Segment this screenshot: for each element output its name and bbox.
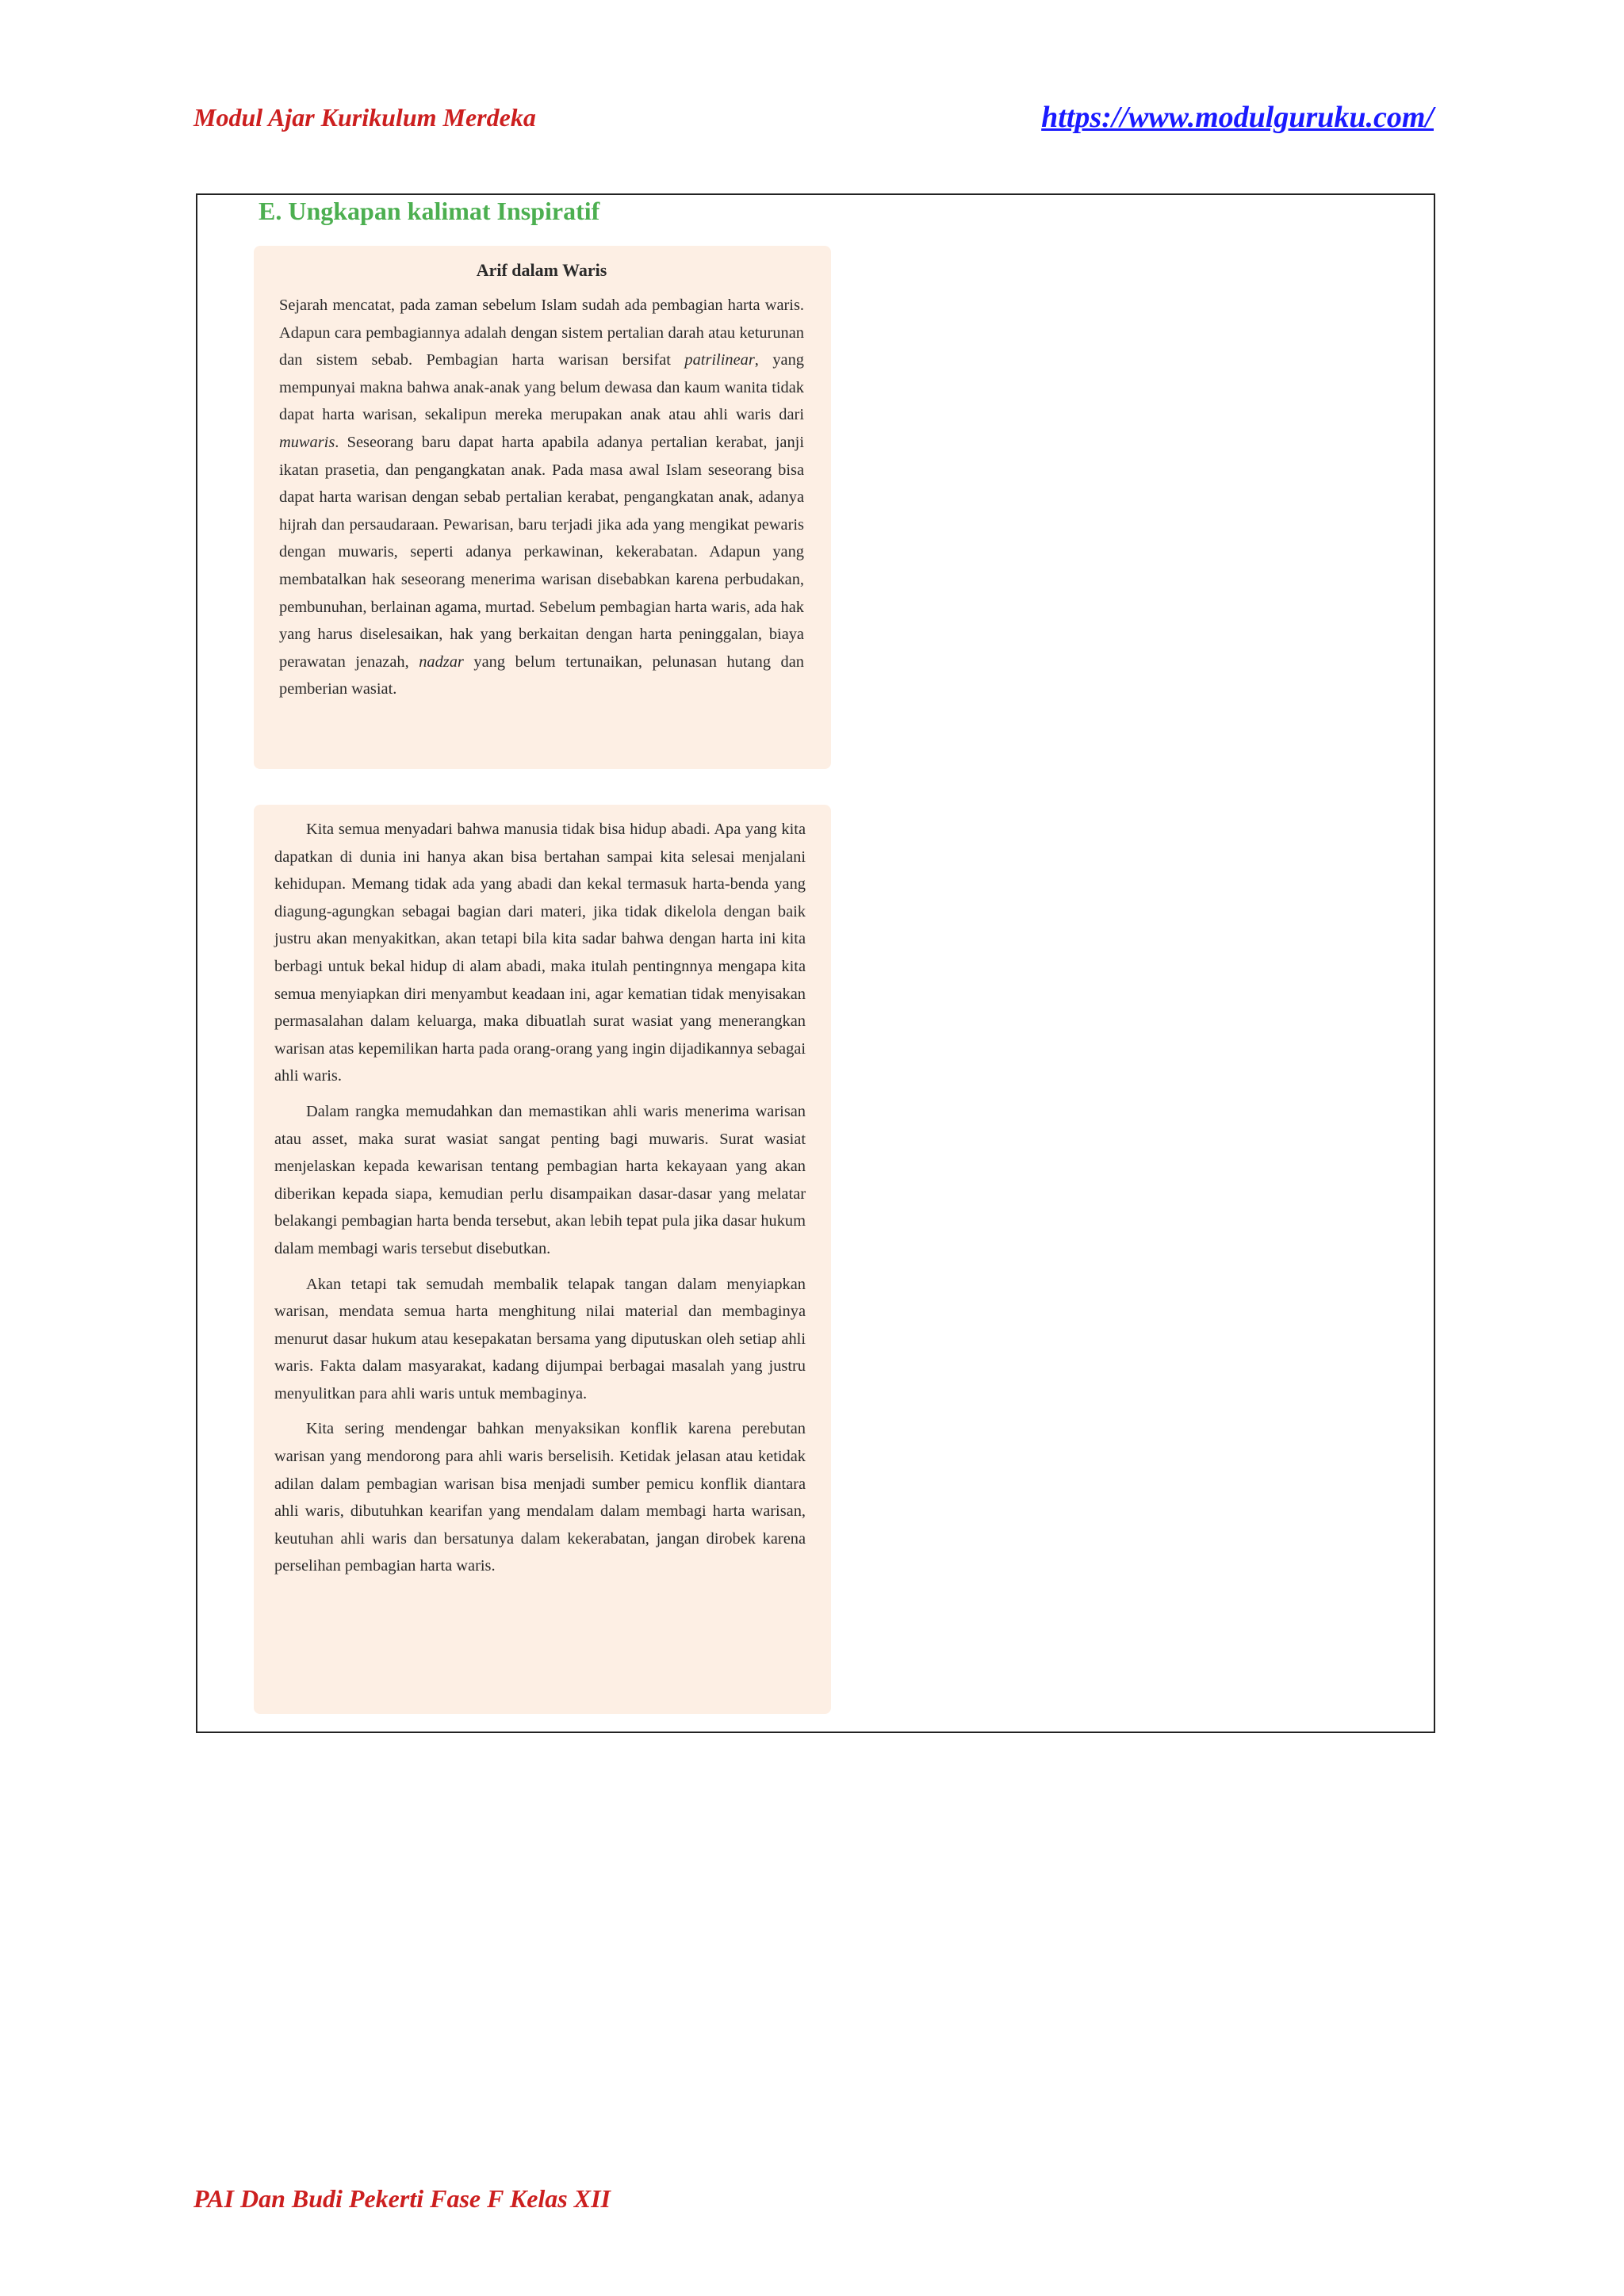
reflection-paragraph-3: Akan tetapi tak semudah membalik telapak tangan dalam menyiapkan warisan, mendata semua harta menghitung nilai material dan membaginya menurut dasar hukum atau kesepakatan bersama yang diputuskan oleh setiap ahli waris. Fakta dalam masyarakat, kadang dijumpai berbagai masalah yang justru menyulitkan para ahli waris untuk membaginya. xyxy=(274,1275,806,1402)
reflection-paragraph-1: Kita semua menyadari bahwa manusia tidak bisa hidup abadi. Apa yang kita dapatkan di dunia ini hanya akan bisa bertahan sampai kita selesai menjalani kehidupan. Memang tidak ada yang abadi dan kekal termasuk harta-benda yang diagung-agungkan sebagai bagian dari materi, jika tidak dikelola dengan baik justru akan menyakitkan, akan tetapi bila kita sadar bahwa dengan harta ini kita berbagi untuk bekal hidup di alam abadi, maka itulah pentingnnya mengapa kita semua menyiapkan diri menyambut keadaan ini, agar kematian tidak menyisakan permasalahan dalam keluarga, maka dibuatlah surat wasiat yang menerangkan warisan atas kepemilikan harta pada orang-orang yang ingin dijadikannya sebagai ahli waris. xyxy=(274,821,806,1085)
section-title: E. Ungkapan kalimat Inspiratif xyxy=(259,197,600,225)
story-box-title: Arif dalam Waris xyxy=(476,260,607,280)
reflection-box xyxy=(254,805,831,1714)
header-website-link[interactable]: https://www.modulguruku.com/ xyxy=(1041,101,1434,134)
story-text-b: , yang mempunyai makna bahwa anak-anak yang belum dewasa dan kaum wanita tidak dapat harta warisan, sekalipun mereka merupakan anak atau ahli waris dari xyxy=(279,351,804,424)
reflection-paragraph-2: Dalam rangka memudahkan dan memastikan ahli waris menerima warisan atau asset, maka surat wasiat sangat penting bagi muwaris. Surat wasiat menjelaskan kepada kewarisan tentang pembagian harta kekayaan yang akan diberikan kepada siapa, kemudian perlu disampaikan dasar-dasar yang melatar belakangi pembagian harta benda tersebut, akan lebih tepat pula jika dasar hukum dalam membagi waris tersebut disebutkan. xyxy=(274,1102,806,1257)
story-text-d: yang belum tertunaikan, pelunasan hutang dan pemberian wasiat. xyxy=(279,652,804,698)
term-nadzar: nadzar xyxy=(419,652,464,671)
term-muwaris: muwaris xyxy=(279,433,335,451)
story-box-arif-dalam-waris xyxy=(254,246,831,769)
reflection-paragraph-4: Kita sering mendengar bahkan menyaksikan konflik karena perebutan warisan yang mendorong para ahli waris berselisih. Ketidak jelasan atau ketidak adilan dalam pembagian warisan bisa menjadi sumber pemicu konflik diantara ahli waris, dibutuhkan kearifan yang mendalam dalam membagi harta warisan, keutuhan ahli waris dan bersatunya dalam kekerabatan, jangan dirobek karena perselihan pembagian harta waris. xyxy=(274,1420,806,1575)
story-text-c: . Seseorang baru dapat harta apabila adanya pertalian kerabat, janji ikatan prasetia, dan pengangkatan anak. Pada masa awal Islam seseorang bisa dapat harta warisan dengan sebab pertalian kerabat, pengangkatan anak, adanya hijrah dan persaudaraan. Pewarisan, baru terjadi jika ada yang mengikat pewaris dengan muwaris, seperti adanya perkawinan, kekerabatan. Adapun yang membatalkan hak seseorang menerima warisan disebabkan karena perbudakan, pembunuhan, berlainan agama, murtad. Sebelum pembagian harta waris, ada hak yang harus diselesaikan, hak yang berkaitan dengan harta peninggalan, biaya perawatan jenazah, xyxy=(279,433,804,671)
story-text-a: Sejarah mencatat, pada zaman sebelum Islam sudah ada pembagian harta waris. Adapun cara pembagiannya adalah dengan sistem pertalian darah atau keturunan dan sistem sebab. Pembagian harta warisan bersifat xyxy=(279,297,804,369)
footer-course-title: PAI Dan Budi Pekerti Fase F Kelas XII xyxy=(193,2184,611,2213)
story-paragraph xyxy=(279,292,804,703)
header-module-title: Modul Ajar Kurikulum Merdeka xyxy=(193,103,536,132)
term-patrilinear: patrilinear xyxy=(684,351,755,369)
